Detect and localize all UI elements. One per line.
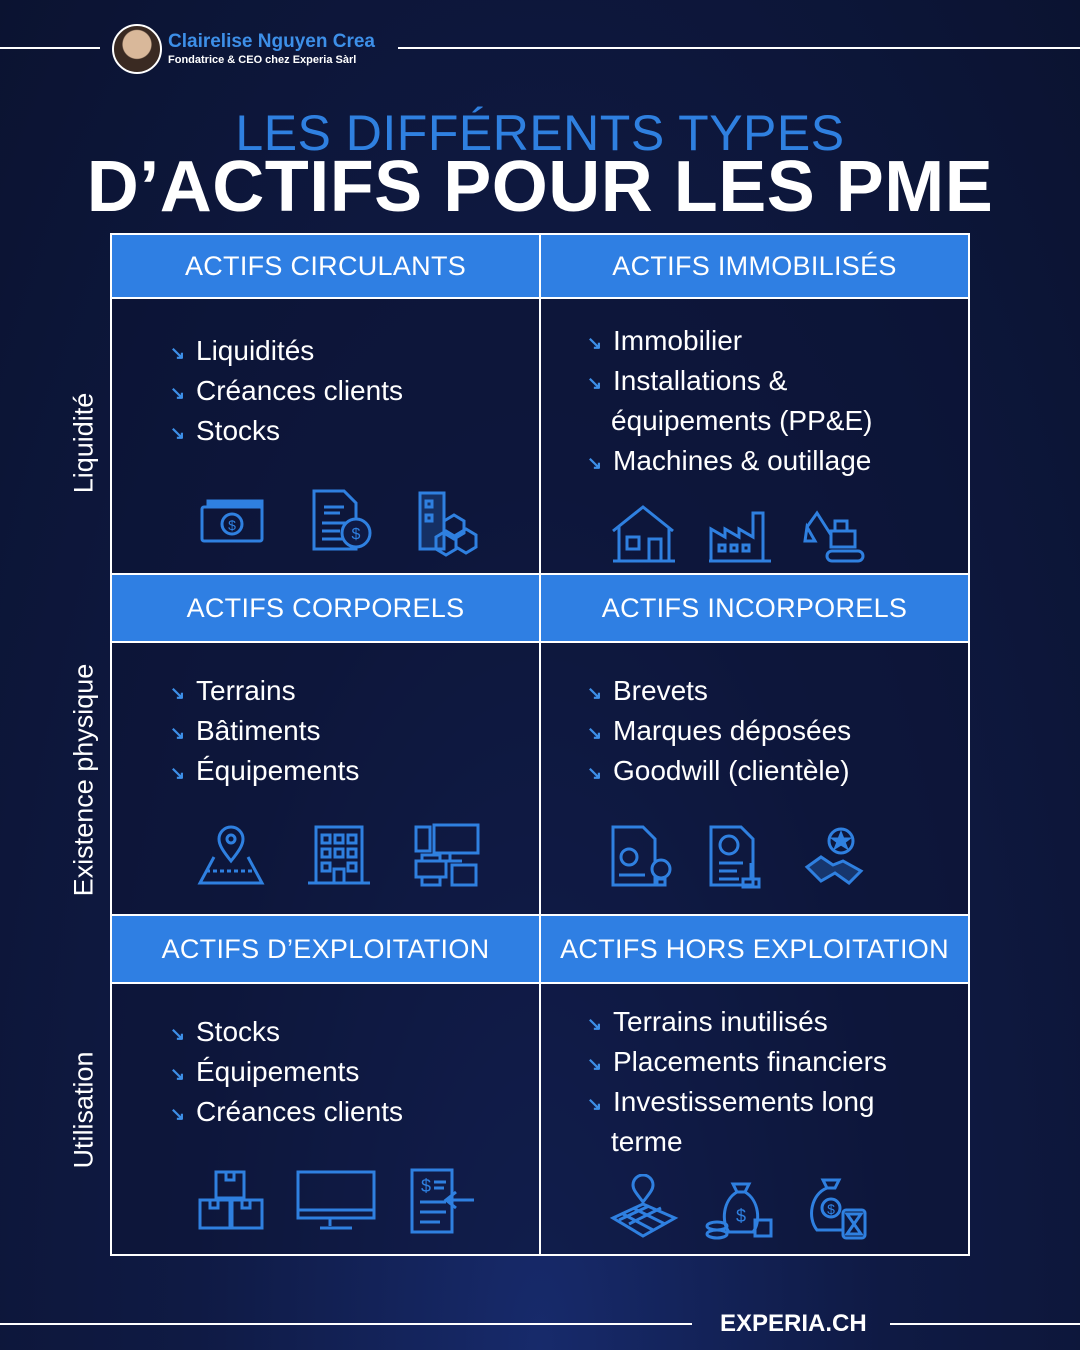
factory-icon	[705, 499, 775, 569]
list-item: ↘ Stocks	[170, 415, 281, 446]
list-item: ↘ Bâtiments	[170, 715, 321, 746]
list-item: ↘ Machines & outillage	[587, 445, 872, 476]
row-label-utilisation: Utilisation	[68, 1051, 99, 1169]
author-name: Clairelise Nguyen Crea	[168, 31, 375, 52]
money-bag-coins-icon	[705, 1174, 775, 1244]
land-location-icon	[196, 821, 266, 891]
footer-line-right	[890, 1323, 1080, 1325]
list-exploitation	[170, 1012, 403, 1132]
svg-text:$: $	[735, 1206, 747, 1226]
row-label-liquidite: Liquidité	[68, 392, 99, 494]
list-item: terme	[611, 1126, 683, 1157]
invoice-icon	[406, 1166, 476, 1236]
author-block	[112, 24, 375, 74]
cell-actifs-exploitation	[110, 982, 541, 1256]
cell-actifs-circulants	[110, 297, 541, 575]
list-item: ↘ Marques déposées	[587, 715, 852, 746]
svg-text:$: $	[420, 1176, 432, 1196]
assets-grid	[110, 233, 970, 1256]
list-corporels	[170, 671, 359, 791]
land-plot-icon	[609, 1174, 679, 1244]
money-icon	[198, 487, 268, 557]
svg-text:$: $	[827, 1201, 835, 1217]
list-item: ↘ Liquidités	[170, 335, 315, 366]
svg-text:$: $	[351, 526, 361, 543]
cell-actifs-hors-exploitation	[539, 982, 970, 1256]
money-bag-hourglass-icon	[801, 1174, 871, 1244]
footer-site: EXPERIA.CH	[720, 1310, 867, 1337]
header-line-left	[0, 47, 100, 49]
footer-line-left	[0, 1323, 692, 1325]
list-item: ↘ Brevets	[587, 675, 708, 706]
list-item: ↘ Stocks	[170, 1016, 281, 1047]
list-item: ↘ Goodwill (clientèle)	[587, 755, 850, 786]
monitor-icon	[296, 1166, 376, 1236]
invoice-exchange-icon	[306, 487, 376, 557]
row-label-existence: Existence physique	[68, 663, 99, 897]
list-circulants	[170, 331, 403, 451]
trademark-icon	[705, 823, 775, 893]
header-line-right	[398, 47, 1080, 49]
header-actifs-hors-exploitation: ACTIFS HORS EXPLOITATION	[539, 914, 970, 984]
header-actifs-immobilises: ACTIFS IMMOBILISÉS	[539, 233, 970, 299]
header-actifs-corporels: ACTIFS CORPORELS	[110, 573, 541, 643]
list-item: ↘ Créances clients	[170, 375, 403, 406]
list-item: ↘ Équipements	[170, 755, 360, 786]
header-actifs-incorporels: ACTIFS INCORPORELS	[539, 573, 970, 643]
header-actifs-circulants: ACTIFS CIRCULANTS	[110, 233, 541, 299]
list-item: ↘ Équipements	[170, 1056, 360, 1087]
list-item: ↘ Investissements long	[587, 1086, 875, 1117]
list-hors-exploitation	[587, 1002, 887, 1162]
list-item: ↘ Installations &	[587, 365, 788, 396]
patent-icon	[607, 823, 677, 893]
office-equipment-icon	[412, 821, 482, 891]
title-line-1: LES DIFFÉRENTS TYPES	[235, 105, 845, 161]
building-icon	[304, 821, 374, 891]
list-item: ↘ Immobilier	[587, 325, 743, 356]
author-role: Fondatrice & CEO chez Experia Sàrl	[168, 54, 357, 66]
title-line-2: D’ACTIFS POUR LES PME	[86, 147, 994, 227]
list-item: ↘ Créances clients	[170, 1096, 403, 1127]
list-item: ↘ Terrains	[170, 675, 296, 706]
cell-actifs-immobilises	[539, 297, 970, 575]
list-incorporels	[587, 671, 851, 791]
list-item: ↘ Placements financiers	[587, 1046, 887, 1077]
list-item: ↘ Terrains inutilisés	[587, 1006, 828, 1037]
excavator-icon	[801, 499, 871, 569]
svg-text:$: $	[228, 517, 236, 533]
house-icon	[609, 499, 679, 569]
cell-actifs-corporels	[110, 641, 541, 916]
list-immobilises	[587, 321, 872, 481]
handshake-star-icon	[803, 823, 873, 893]
list-item: équipements (PP&E)	[611, 405, 873, 436]
cell-actifs-incorporels	[539, 641, 970, 916]
header-actifs-exploitation: ACTIFS D’EXPLOITATION	[110, 914, 541, 984]
inventory-boxes-icon	[414, 487, 484, 557]
avatar	[112, 24, 162, 74]
boxes-icon	[196, 1166, 266, 1236]
